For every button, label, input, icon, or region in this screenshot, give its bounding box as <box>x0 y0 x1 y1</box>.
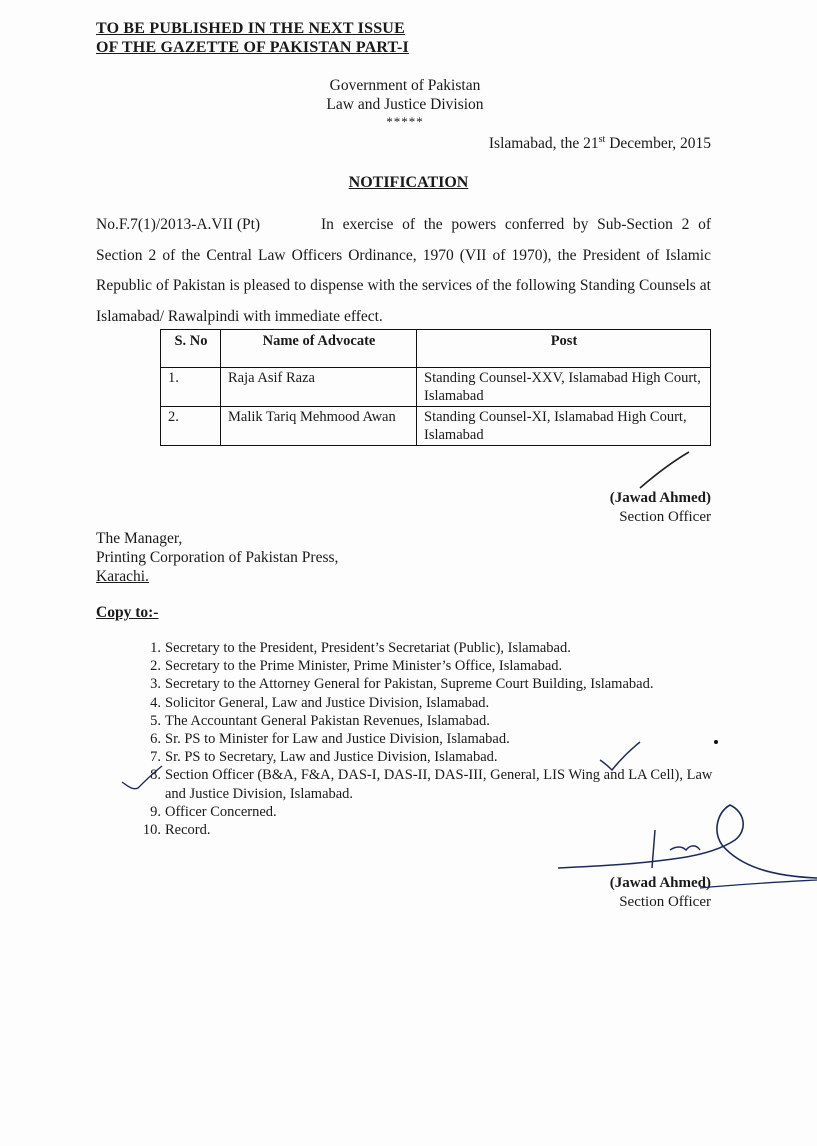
list-item-number: 8. <box>150 767 161 784</box>
list-item-number: 2. <box>150 658 161 675</box>
dateline-prefix: Islamabad, the 21 <box>488 135 599 153</box>
table-row <box>161 368 711 407</box>
body-text: In exercise of the powers conferred by Sub-Section 2 of Section 2 of the Central Law Officers Ordinance, 1970 (VII of 1970), the President of Islamic Republic of Pakistan is pleased to dispense with the services of the following Standing Counsels at Islamabad/ Rawalpindi with immediate effect. <box>96 216 711 325</box>
address-line-1: The Manager, <box>96 530 183 547</box>
list-item-text: Secretary to the Prime Minister, Prime Minister’s Office, Islamabad. <box>165 658 563 675</box>
table-header-row <box>161 330 711 368</box>
gazette-header-line-1: TO BE PUBLISHED IN THE NEXT ISSUE <box>96 20 405 37</box>
address-line-2: Printing Corporation of Pakistan Press, <box>96 549 339 566</box>
signature-stroke-1 <box>640 452 689 488</box>
division-name: Law and Justice Division <box>326 96 484 113</box>
list-item-number: 6. <box>150 731 161 748</box>
list-item-text: Section Officer (B&A, F&A, DAS-I, DAS-II, DAS-III, General, LIS Wing and LA Cell), Law and Justice Division, Islamabad. <box>165 767 713 802</box>
list-item-number: 5. <box>150 712 161 729</box>
table-cell: 1. <box>161 368 221 407</box>
gazette-header-line-2: OF THE GAZETTE OF PAKISTAN PART-I <box>96 39 409 56</box>
list-item <box>150 803 725 821</box>
table-cell: Standing Counsel-XI, Islamabad High Court, Islamabad <box>417 407 711 446</box>
stars-separator: ***** <box>386 114 424 129</box>
signatory-title-2: Section Officer <box>619 894 711 910</box>
list-item <box>150 748 725 766</box>
list-item <box>150 675 725 693</box>
table-row <box>161 407 711 446</box>
notification-body <box>96 210 711 332</box>
column-header: Post <box>417 330 711 368</box>
list-item-text: Record. <box>165 822 211 839</box>
list-item-number: 3. <box>150 676 161 693</box>
dateline <box>489 134 711 153</box>
list-item-number: 10. <box>142 822 161 839</box>
address-line-3: Karachi. <box>96 568 149 585</box>
list-item <box>150 639 725 657</box>
copy-to-heading: Copy to:- <box>96 604 159 621</box>
counsels-table <box>160 329 711 446</box>
signature-stroke-4 <box>700 880 817 888</box>
table-cell: Raja Asif Raza <box>221 368 417 407</box>
list-item <box>150 730 725 748</box>
table-cell: Standing Counsel-XXV, Islamabad High Court, Islamabad <box>417 368 711 407</box>
signatory-title: Section Officer <box>619 509 711 525</box>
list-item <box>150 712 725 730</box>
file-reference: No.F.7(1)/2013-A.VII (Pt) <box>96 216 261 233</box>
list-item-text: Secretary to the President, President’s Secretariat (Public), Islamabad. <box>165 640 571 656</box>
list-item-number: 4. <box>150 694 161 711</box>
list-item-text: Solicitor General, Law and Justice Division, Islamabad. <box>165 694 490 711</box>
dateline-suffix: December, 2015 <box>605 135 711 153</box>
list-item <box>150 766 725 802</box>
list-item-text: The Accountant General Pakistan Revenues, Islamabad. <box>165 712 490 729</box>
list-item <box>150 657 725 675</box>
column-header: S. No <box>161 330 221 368</box>
list-item-text: Sr. PS to Secretary, Law and Justice Division, Islamabad. <box>165 749 498 766</box>
column-header: Name of Advocate <box>221 330 417 368</box>
list-item-number: 7. <box>150 749 161 766</box>
table-cell: Malik Tariq Mehmood Awan <box>221 407 417 446</box>
list-item-text: Sr. PS to Minister for Law and Justice Division, Islamabad. <box>165 731 510 748</box>
dateline-sup: st <box>598 134 606 145</box>
list-item <box>150 694 725 712</box>
table-cell: 2. <box>161 407 221 446</box>
list-item-number: 1. <box>150 640 161 656</box>
government-name: Government of Pakistan <box>329 77 481 94</box>
notification-title: NOTIFICATION <box>348 174 469 191</box>
list-item-text: Officer Concerned. <box>165 803 277 820</box>
list-item <box>142 821 725 839</box>
list-item-number: 9. <box>150 803 161 820</box>
copy-to-list <box>142 639 725 839</box>
signatory-name-2: (Jawad Ahmed) <box>609 875 711 891</box>
signatory-name: (Jawad Ahmed) <box>609 490 711 506</box>
list-item-text: Secretary to the Attorney General for Pakistan, Supreme Court Building, Islamabad. <box>165 676 654 693</box>
